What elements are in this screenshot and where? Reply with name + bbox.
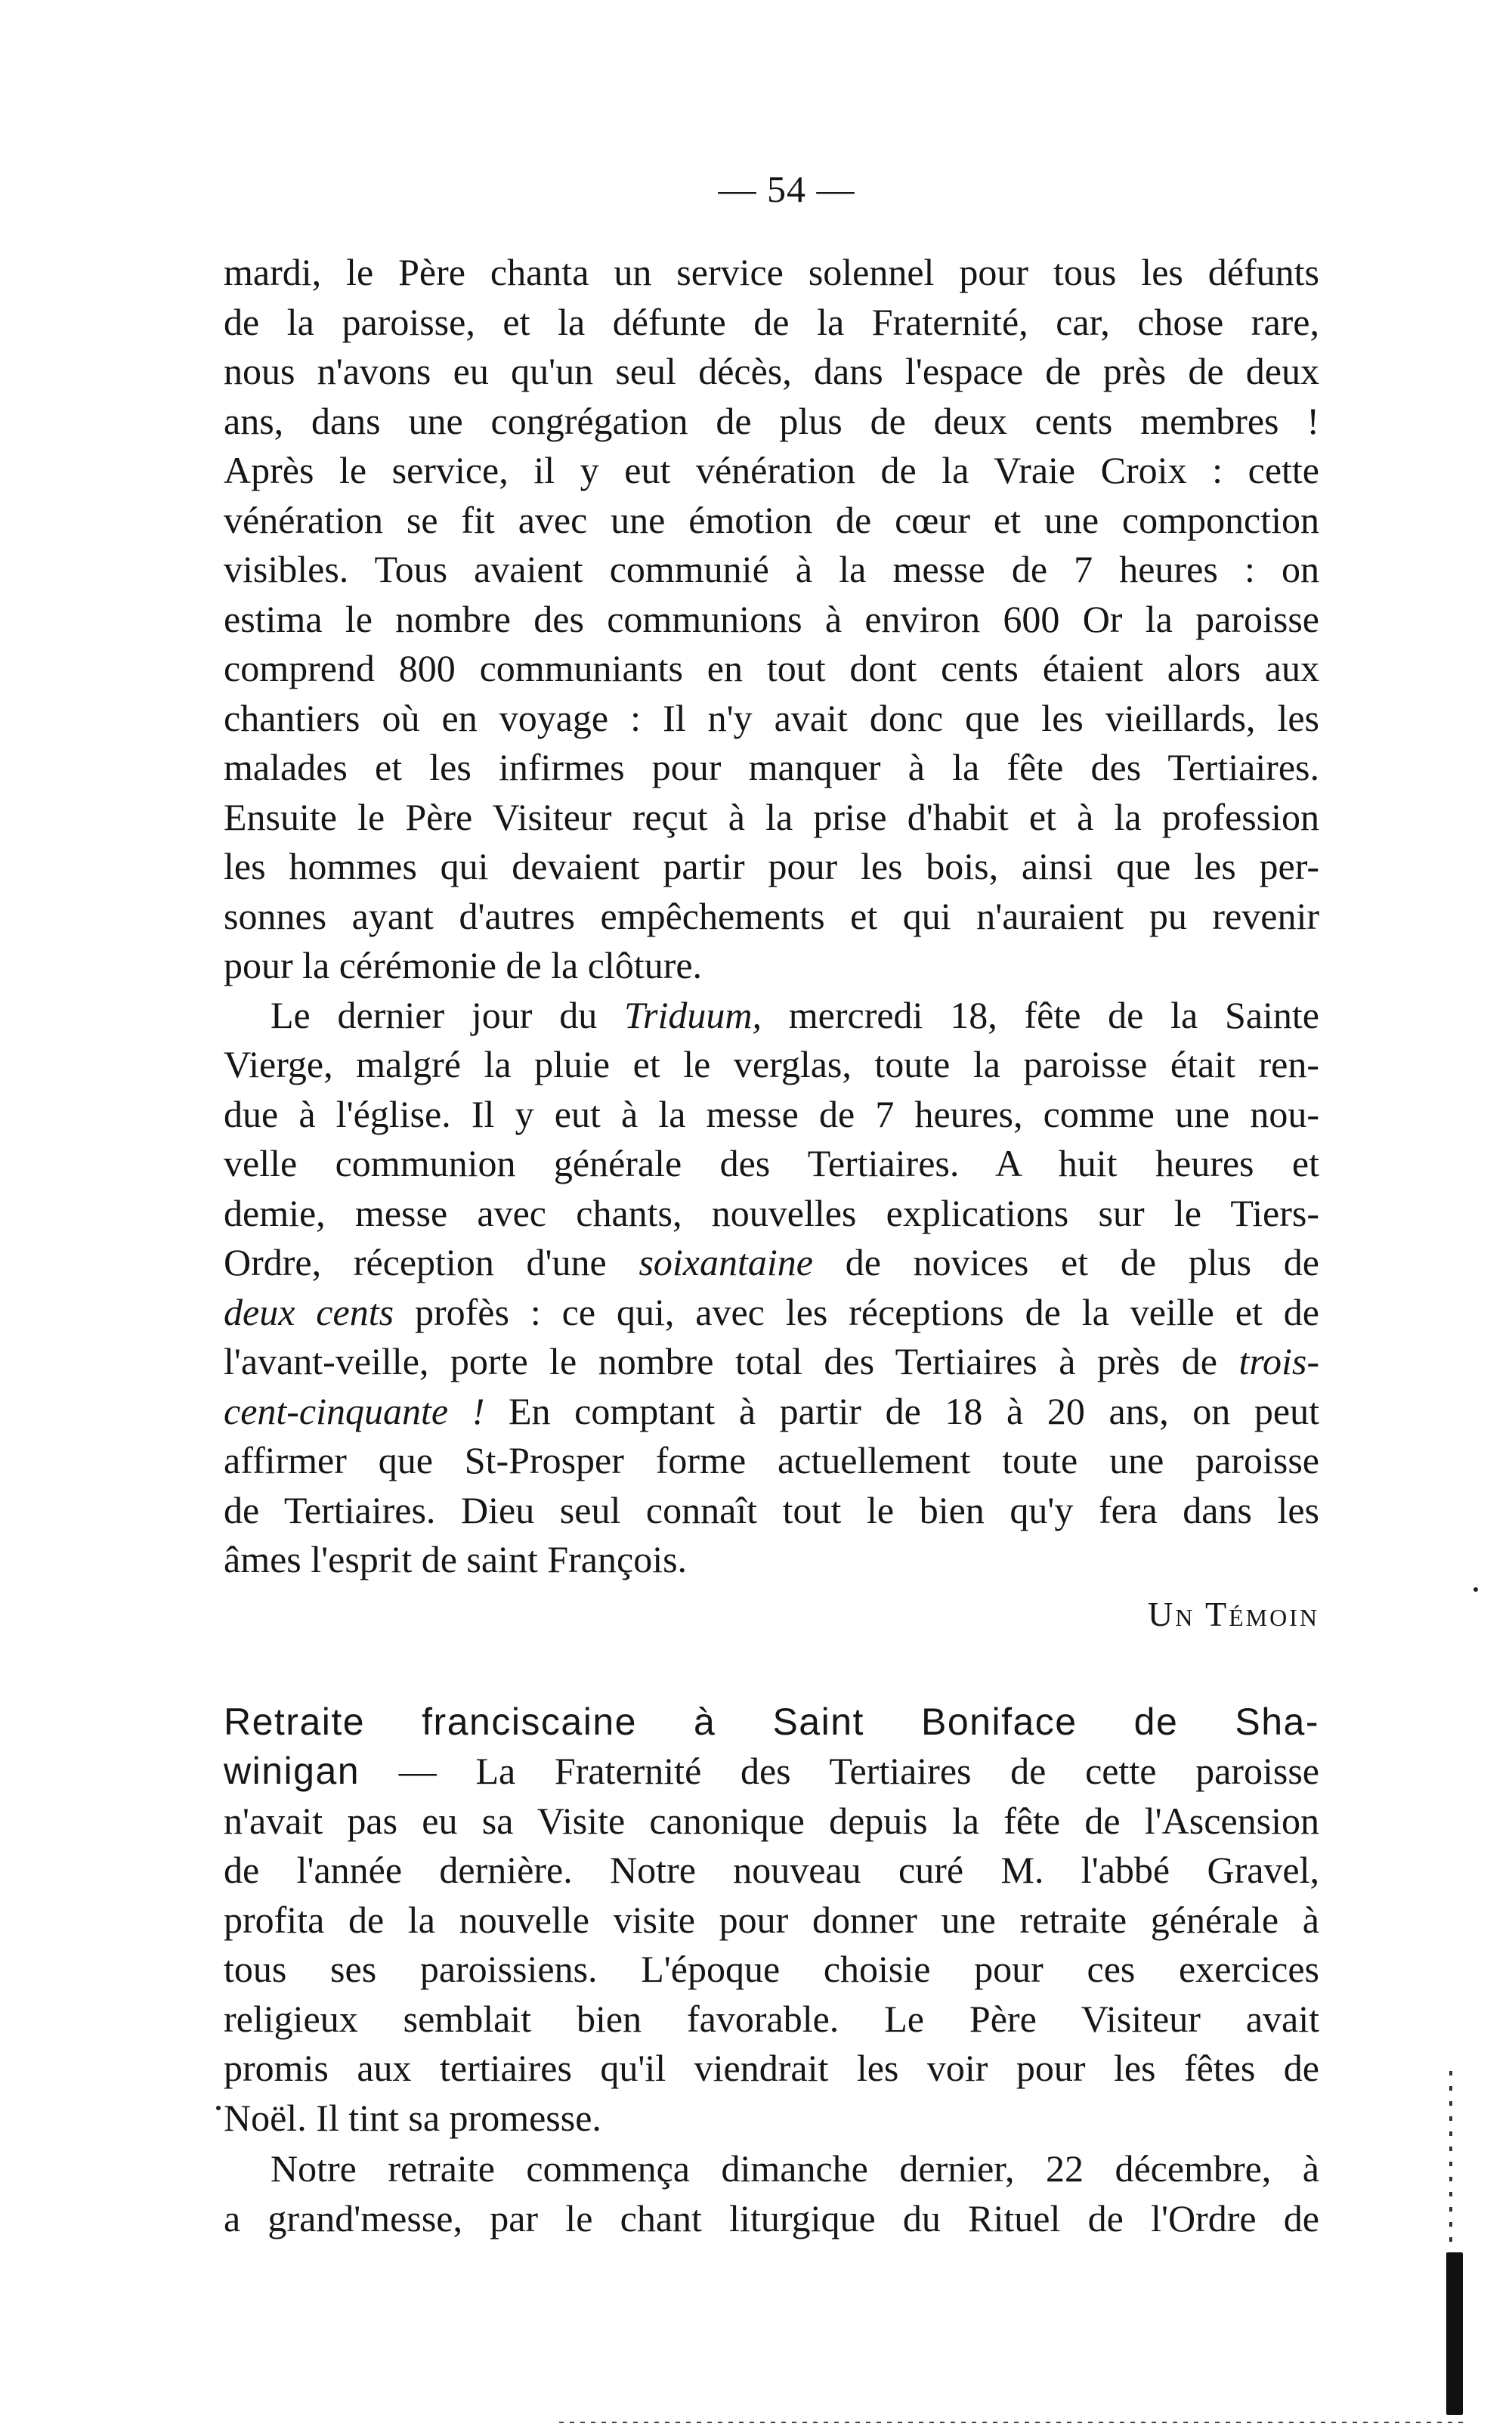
margin-dot bbox=[216, 2106, 221, 2110]
text-run: l'avant-veille, porte le nombre total des Tertiaires à près de bbox=[224, 1340, 1239, 1382]
italic-term: trois- bbox=[1238, 1340, 1319, 1382]
text-line: malades et les infirmes pour manquer à la fête des Tertiaires. bbox=[224, 746, 1319, 788]
text-line: comprend 800 communiants en tout dont cents étaient alors aux bbox=[224, 647, 1319, 689]
text-line: visibles. Tous avaient communié à la messe de 7 heures : on bbox=[224, 548, 1319, 590]
text-line: promis aux tertiaires qu'il viendrait les voir pour les fêtes de bbox=[224, 2047, 1319, 2089]
italic-term: Triduum, bbox=[623, 993, 762, 1036]
text-line: religieux semblait bien favorable. Le Père Visiteur avait bbox=[224, 1997, 1319, 2040]
paragraph-1 bbox=[224, 248, 1319, 991]
text-line: affirmer que St-Prosper forme actuellement toute une paroisse bbox=[224, 1439, 1319, 1481]
text-line: les hommes qui devaient partir pour les bois, ainsi que les per- bbox=[224, 845, 1319, 887]
text-line: profita de la nouvelle visite pour donner une retraite générale à bbox=[224, 1898, 1319, 1941]
section-paragraph-1 bbox=[224, 1698, 1319, 2144]
text-line: a grand'messe, par le chant liturgique du Rituel de l'Ordre de bbox=[224, 2196, 1319, 2240]
scan-artifact-rule bbox=[559, 2422, 1466, 2423]
document-page bbox=[224, 166, 1319, 2243]
italic-term: soixantaine bbox=[639, 1241, 813, 1283]
text-line: velle communion générale des Tertiaires. A huit heures et bbox=[224, 1142, 1319, 1184]
text-line: estima le nombre des communions à environ 600 Or la paroisse bbox=[224, 597, 1319, 640]
page-number: — 54 — bbox=[718, 168, 855, 210]
section-retraite bbox=[224, 1698, 1319, 2244]
text-line: Ensuite le Père Visiteur reçut à la prise d'habit et à la profession bbox=[224, 795, 1319, 838]
text-line: de Tertiaires. Dieu seul connaît tout le bien qu'y fera dans les bbox=[224, 1488, 1319, 1531]
text-line: Noël. Il tint sa promesse. bbox=[224, 2096, 601, 2139]
text-line: sonnes ayant d'autres empêchements et qui n'auraient pu revenir bbox=[224, 894, 1319, 937]
paragraph-2 bbox=[224, 991, 1319, 1585]
text-line: de l'année dernière. Notre nouveau curé M. l'abbé Gravel, bbox=[224, 1849, 1319, 1891]
text-line: ans, dans une congrégation de plus de deux cents membres ! bbox=[224, 399, 1319, 442]
section-title: Retraite franciscaine à Saint Boniface de Sha- bbox=[224, 1700, 1319, 1743]
italic-term: deux cents bbox=[224, 1290, 394, 1333]
text-line bbox=[224, 1238, 1319, 1288]
italic-term: cent-cinquante ! bbox=[224, 1389, 485, 1432]
text-line: tous ses paroissiens. L'époque choisie pour ces exercices bbox=[224, 1948, 1319, 1990]
text-line: chantiers où en voyage : Il n'y avait donc que les vieillards, les bbox=[224, 696, 1319, 739]
text-line bbox=[224, 1288, 1319, 1338]
section-paragraph-2 bbox=[224, 2144, 1319, 2243]
text-line bbox=[224, 1698, 1319, 1747]
scan-artifact-bar bbox=[1446, 2252, 1463, 2415]
text-line: pour la cérémonie de la clôture. bbox=[224, 944, 703, 986]
section-title-continued: winigan bbox=[224, 1750, 360, 1792]
text-run: de novices et de plus de bbox=[812, 1241, 1319, 1283]
text-line: de la paroisse, et la défunte de la Fraternité, car, chose rare, bbox=[224, 300, 1319, 343]
text-line: Vierge, malgré la pluie et le verglas, toute la paroisse était ren- bbox=[224, 1043, 1319, 1085]
margin-dot bbox=[1473, 1587, 1478, 1592]
text-line: due à l'église. Il y eut à la messe de 7 heures, comme une nou- bbox=[224, 1092, 1319, 1135]
text-run: En comptant à partir de 18 à 20 ans, on peut bbox=[484, 1389, 1319, 1432]
text-line bbox=[224, 1387, 1319, 1437]
text-run: — La Fraternité des Tertiaires de cette paroisse bbox=[360, 1750, 1319, 1792]
text-line: n'avait pas eu sa Visite canonique depuis la fête de l'Ascension bbox=[224, 1799, 1319, 1842]
text-run: Le dernier jour du bbox=[271, 993, 624, 1036]
text-line: Notre retraite commença dimanche dernier, 22 décembre, à bbox=[271, 2147, 1319, 2190]
text-line: vénération se fit avec une émotion de cœur et une componction bbox=[224, 498, 1319, 541]
text-run: Ordre, réception d'une bbox=[224, 1241, 639, 1283]
signature: Un Témoin bbox=[1148, 1594, 1319, 1633]
text-run: profès : ce qui, avec les réceptions de la veille et de bbox=[394, 1290, 1319, 1333]
text-line bbox=[224, 991, 1319, 1041]
text-line: mardi, le Père chanta un service solennel pour tous les défunts bbox=[224, 251, 1319, 293]
text-run: mercredi 18, fête de la Sainte bbox=[761, 993, 1319, 1036]
text-line: Après le service, il y eut vénération de la Vraie Croix : cette bbox=[224, 449, 1319, 491]
text-line: demie, messe avec chants, nouvelles explications sur le Tiers- bbox=[224, 1191, 1319, 1234]
text-line bbox=[224, 1747, 1319, 1797]
text-line bbox=[224, 1337, 1319, 1387]
text-line: âmes l'esprit de saint François. bbox=[224, 1538, 688, 1580]
text-line: nous n'avons eu qu'un seul décès, dans l'espace de près de deux bbox=[224, 350, 1319, 392]
scan-artifact-dots bbox=[1449, 2071, 1452, 2245]
